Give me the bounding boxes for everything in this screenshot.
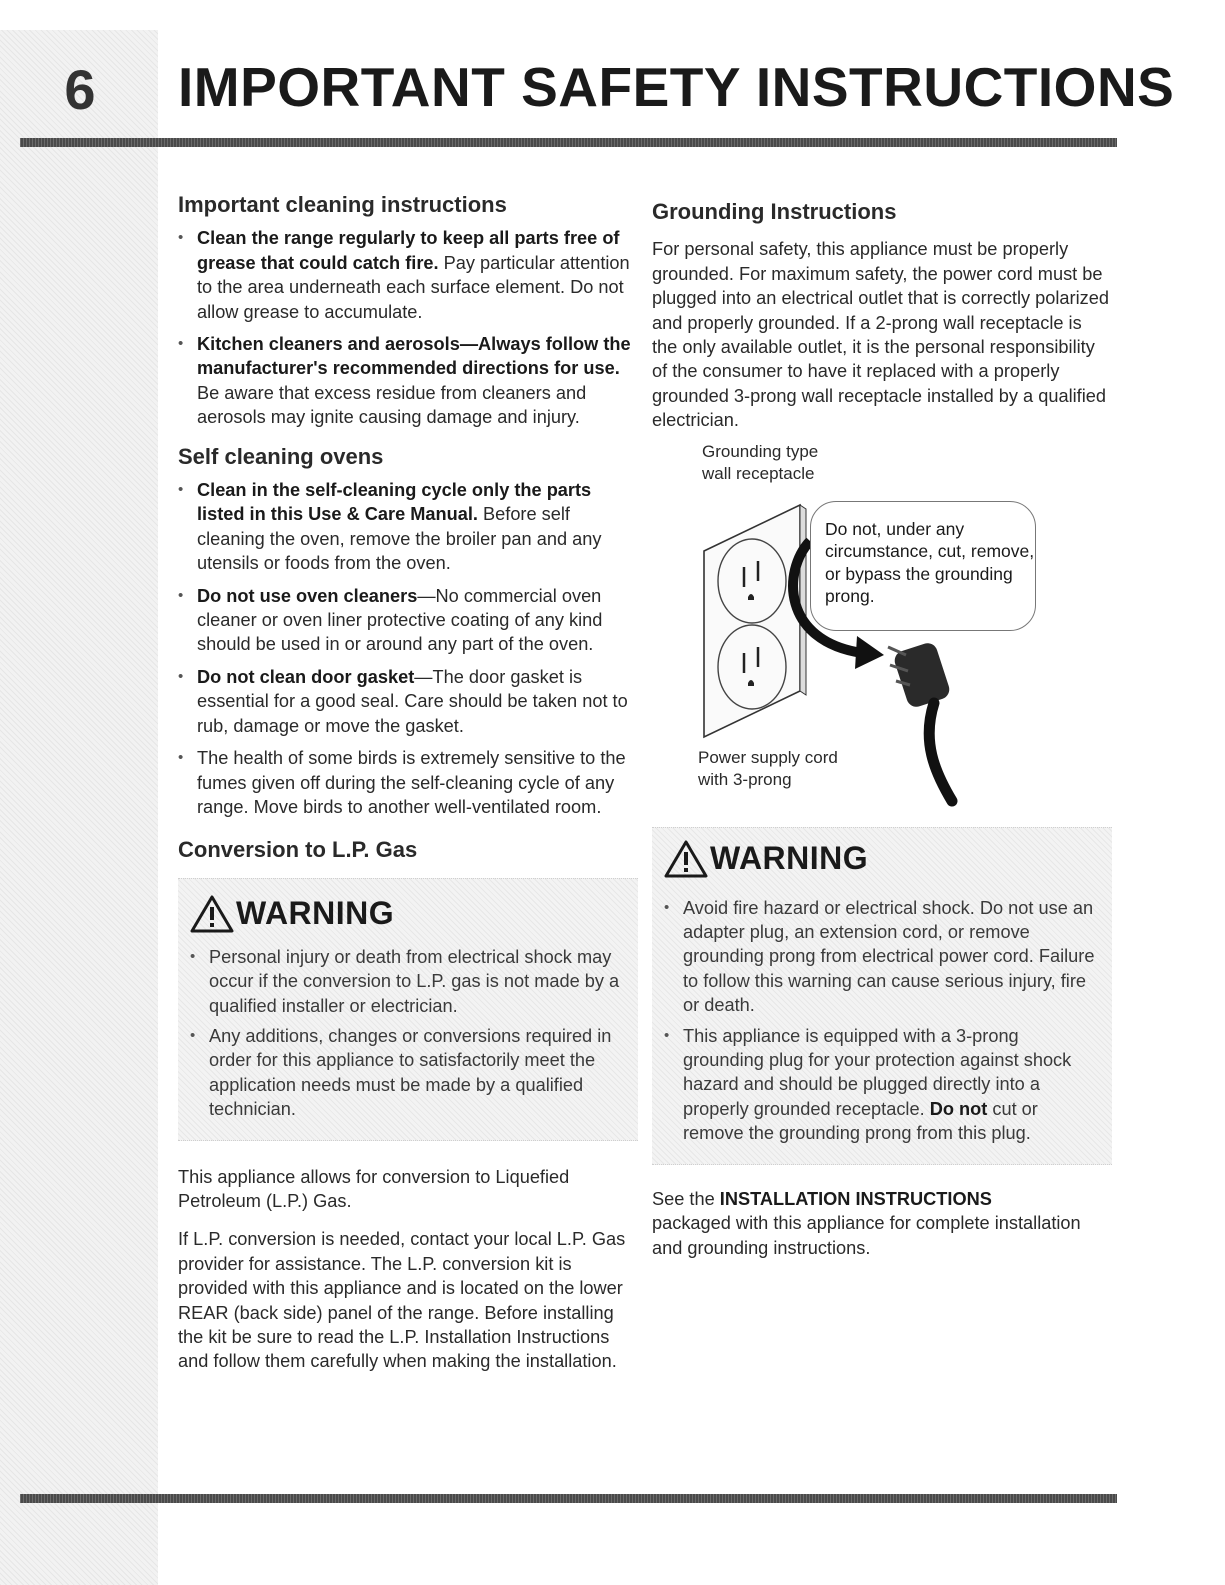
list-item [178, 226, 638, 324]
body-text: Be aware that excess residue from cleaners and aerosols may ignite causing damage and injury. [197, 382, 587, 428]
bold-lead: Do not clean door gasket [197, 666, 415, 687]
warning-triangle-icon [664, 839, 708, 879]
margin-pattern-strip [0, 30, 158, 1585]
page-title: IMPORTANT SAFETY INSTRUCTIONS [178, 56, 1175, 118]
bold-lead: Kitchen cleaners and aerosols—Always follow the manufacturer's recommended directions for use. [197, 334, 631, 379]
body-text: Before self cleaning the oven, remove the broiler pan and any utensils or foods from the oven. [197, 504, 602, 574]
grounding-heading: Grounding Instructions [652, 199, 897, 224]
warning-label: WARNING [710, 840, 869, 877]
warning-label: WARNING [236, 895, 395, 932]
self-cleaning-list [178, 478, 638, 819]
body-text: —The door gasket is essential for a good seal. Care should be taken not to rub, damage or move the gasket. [197, 666, 628, 736]
label-line: Power supply cord [698, 747, 838, 767]
list-item: • Avoid fire hazard or electrical shock. Do not use an adapter plug, an extension cord, or remove grounding prong from electrical power cord. Failure to follow this warning can cause serious injury, fire or death. [664, 896, 1100, 1018]
list-item [178, 584, 638, 657]
list-item [178, 746, 638, 819]
conversion-warning-box [178, 878, 638, 1141]
list-item: • Any additions, changes or conversions required in order for this appliance to satisfactorily meet the application needs must be made by a qualified technician. [190, 1024, 626, 1122]
warning-triangle-icon [190, 894, 234, 934]
bold-emphasis: Do not [929, 1098, 988, 1119]
conversion-warning-list [190, 945, 626, 1122]
grounding-figure [652, 441, 1052, 821]
list-item: • Personal injury or death from electrical shock may occur if the conversion to L.P. gas is not made by a qualified installer or electrician. [190, 945, 626, 1018]
warning-header [664, 828, 1100, 890]
grounding-section [652, 199, 1112, 433]
conversion-paragraph: This appliance allows for conversion to Liquefied Petroleum (L.P.) Gas. [178, 1166, 570, 1211]
footer-rule [20, 1494, 1117, 1503]
cleaning-section [178, 192, 638, 430]
list-item [178, 665, 638, 738]
left-column [178, 192, 638, 1388]
body-text: packaged with this appliance for complete installation and grounding instructions. [652, 1213, 1081, 1258]
self-cleaning-section [178, 444, 638, 820]
cleaning-heading: Important cleaning instructions [178, 192, 507, 217]
bold-lead: Clean in the self-cleaning cycle only the parts listed in this Use & Care Manual. [197, 480, 592, 525]
list-item [178, 332, 638, 430]
label-line: wall receptacle [702, 463, 815, 483]
list-item [178, 478, 638, 576]
list-item [664, 1024, 1100, 1146]
grounding-warning-box [652, 827, 1112, 1165]
conversion-heading: Conversion to L.P. Gas [178, 837, 418, 863]
bold-lead: Do not use oven cleaners [197, 585, 418, 606]
label-line: Grounding type [702, 441, 819, 461]
right-column [652, 199, 1112, 1274]
body-text: The health of some birds is extremely sensitive to the fumes given off during the self-cleaning cycle of any range. Move birds to another well-ventilated room. [197, 748, 626, 817]
conversion-section [178, 837, 638, 1373]
body-text: See the [652, 1188, 715, 1209]
body-text: Pay particular attention to the area underneath each surface element. Do not allow grease to accumulate. [197, 252, 630, 322]
self-cleaning-heading: Self cleaning ovens [178, 443, 384, 469]
header-rule [20, 138, 1117, 147]
grounding-paragraph: For personal safety, this appliance must be properly grounded. For maximum safety, the power cord must be plugged into an electrical outlet that is correctly polarized and properly grounded. If a 2-prong wall receptacle is the only available outlet, it is the personal responsibility of the consumer to have it replaced with a properly grounded 3-prong wall receptacle installed by a qualified electrician. [652, 239, 1109, 431]
bold-lead: Clean the range regularly to keep all parts free of grease that could catch fire. [197, 228, 620, 273]
grounding-prong-callout: Do not, under any circumstance, cut, remove, or bypass the grounding prong. [810, 501, 1036, 631]
conversion-paragraph: If L.P. conversion is needed, contact your local L.P. Gas provider for assistance. The L.P. conversion kit is provided with this appliance and is located on the lower REAR (back side) panel of the range. Before installing the kit be sure to read the L.P. Installation Instructions and follow them carefully when making the installation. [178, 1229, 626, 1372]
page-number: 6 [64, 58, 96, 121]
label-line: with 3-prong [698, 769, 792, 789]
body-text: This appliance is equipped with a 3-prong grounding plug for your protection against shock hazard and should be plugged directly into a properly grounded receptacle. [683, 1025, 1072, 1119]
grounding-warning-list [664, 896, 1100, 1146]
install-note [652, 1187, 1112, 1260]
bold-emphasis: INSTALLATION INSTRUCTIONS [719, 1188, 992, 1209]
cord-label [698, 747, 838, 791]
warning-header [190, 883, 626, 945]
cleaning-list [178, 226, 638, 429]
body-text: —No commercial oven cleaner or oven liner protective coating of any kind should be used in or around any part of the oven. [197, 585, 603, 655]
body-text: cut or remove the grounding prong from this plug. [683, 1098, 1038, 1144]
